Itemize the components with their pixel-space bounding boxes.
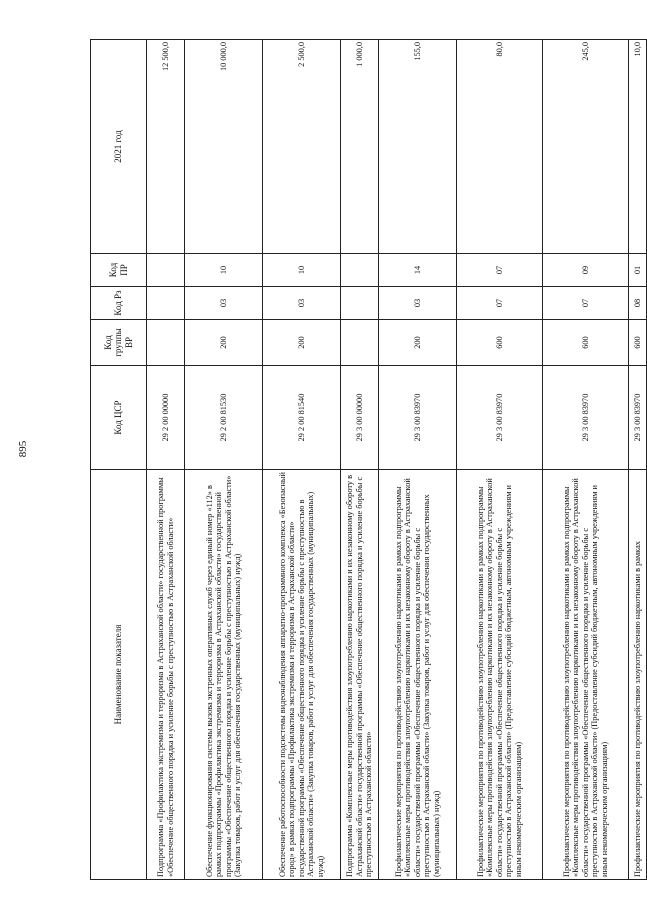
table-row xyxy=(185,40,263,880)
row-sum: 245,0 xyxy=(543,40,629,254)
row-rz: 03 xyxy=(185,287,263,320)
row-csr: 29 3 00 83970 xyxy=(379,366,457,470)
table-row xyxy=(543,40,629,880)
row-vr: 200 xyxy=(185,320,263,366)
rotated-table-container xyxy=(90,40,642,880)
row-rz: 03 xyxy=(263,287,341,320)
row-pr: 14 xyxy=(379,254,457,287)
row-name: Подпрограмма «Комплексные меры противодействия злоупотреблению наркотиками и их незаконному обороту в Астраханской области» государственной программы «Обеспечение общественного порядка и усиление борьбы с преступностью в Астраханской области» xyxy=(341,470,379,880)
table-row xyxy=(629,40,647,880)
row-vr xyxy=(147,320,185,366)
row-rz: 07 xyxy=(543,287,629,320)
row-name: Профилактические мероприятия по противодействию злоупотреблению наркотиками в рамках подпрограммы «Комплексные меры противодействия злоупотреблению наркотиками и их незаконному обороту в Астраханской области» государственной программы «Обеспечение общественного порядка и усиление борьбы с преступностью в Астраханской области» (Предоставление субсидий бюджетным, автономным учреждениям и иным некоммерческим организациям) xyxy=(457,470,543,880)
row-sum: 10 000,0 xyxy=(185,40,263,254)
row-vr: 600 xyxy=(543,320,629,366)
table-row xyxy=(341,40,379,880)
row-pr: 10 xyxy=(185,254,263,287)
row-vr: 200 xyxy=(379,320,457,366)
row-csr: 29 2 00 00000 xyxy=(147,366,185,470)
header-name: Наименование показателя xyxy=(91,470,147,880)
table-row xyxy=(379,40,457,880)
row-csr: 29 3 00 83970 xyxy=(629,366,647,470)
row-vr xyxy=(341,320,379,366)
row-name: Обеспечение работоспособности подсистемы видеонаблюдения аппаратно-программного комплекса «Безопасный город» в рамках подпрограммы «Профилактика экстремизма и терроризма в Астраханской области» государственной программы «Обеспечение общественного порядка и усиление борьбы с преступностью в Астраханской области» (Закупка товаров, работ и услуг для обеспечения государственных (муниципальных) нужд) xyxy=(263,470,341,880)
table-header-row xyxy=(91,40,147,880)
row-rz: 03 xyxy=(379,287,457,320)
table-row xyxy=(263,40,341,880)
row-rz xyxy=(147,287,185,320)
row-pr xyxy=(341,254,379,287)
row-pr: 01 xyxy=(629,254,647,287)
header-pr: Код ПР xyxy=(91,254,147,287)
row-csr: 29 3 00 83970 xyxy=(543,366,629,470)
row-pr: 09 xyxy=(543,254,629,287)
row-sum: 155,0 xyxy=(379,40,457,254)
header-rz: Код Рз xyxy=(91,287,147,320)
row-csr: 29 2 00 81540 xyxy=(263,366,341,470)
header-sum: 2021 год xyxy=(91,40,147,254)
row-sum: 2 500,0 xyxy=(263,40,341,254)
row-csr: 29 3 00 00000 xyxy=(341,366,379,470)
row-name: Профилактические мероприятия по противодействию злоупотреблению наркотиками в рамках подпрограммы «Комплексные меры противодействия злоупотреблению наркотиками и их незаконному обороту в Астраханской области» государственной программы «Обеспечение общественного порядка и усиление борьбы с преступностью в Астраханской области» (Предоставление субсидий бюджетным, автономным учреждениям и иным некоммерческим организациям) xyxy=(543,470,629,880)
row-name: Обеспечение функционирования системы вызова экстренных оперативных служб через единый номер «112» в рамках подпрограммы «Профилактика экстремизма и терроризма в Астраханской области» государственной программы «Обеспечение общественного порядка и усиление борьбы с преступностью в Астраханской области» (Закупка товаров, работ и услуг для обеспечения государственных (муниципальных) нужд) xyxy=(185,470,263,880)
header-csr: Код ЦСР xyxy=(91,366,147,470)
row-pr: 07 xyxy=(457,254,543,287)
row-sum: 80,0 xyxy=(457,40,543,254)
row-csr: 29 2 00 81530 xyxy=(185,366,263,470)
header-vr: Код группы ВР xyxy=(91,320,147,366)
row-csr: 29 3 00 83970 xyxy=(457,366,543,470)
budget-table xyxy=(90,39,647,880)
row-rz: 08 xyxy=(629,287,647,320)
row-rz xyxy=(341,287,379,320)
row-pr: 10 xyxy=(263,254,341,287)
table-row xyxy=(457,40,543,880)
row-sum: 12 500,0 xyxy=(147,40,185,254)
row-rz: 07 xyxy=(457,287,543,320)
table-row xyxy=(147,40,185,880)
row-name: Подпрограмма «Профилактика экстремизма и терроризма в Астраханской области» государственной программы «Обеспечение общественного порядка и усиление борьбы с преступностью в Астраханской области» xyxy=(147,470,185,880)
row-sum: 10,0 xyxy=(629,40,647,254)
row-vr: 600 xyxy=(629,320,647,366)
row-vr: 200 xyxy=(263,320,341,366)
row-name: Профилактические мероприятия по противодействию злоупотреблению наркотиками в рамках подпрограммы «Комплексные меры противодействия злоупотреблению наркотиками и их незаконному обороту в Астраханской области» государственной программы «Обеспечение общественного порядка и усиление борьбы с преступностью в Астраханской области» (Закупка товаров, работ и услуг для обеспечения государственных (муниципальных) нужд) xyxy=(379,470,457,880)
page-number: 895 xyxy=(17,440,29,458)
row-name: Профилактические мероприятия по противодействию злоупотреблению наркотиками в рамках xyxy=(629,470,647,880)
row-vr: 600 xyxy=(457,320,543,366)
row-pr xyxy=(147,254,185,287)
row-sum: 1 000,0 xyxy=(341,40,379,254)
